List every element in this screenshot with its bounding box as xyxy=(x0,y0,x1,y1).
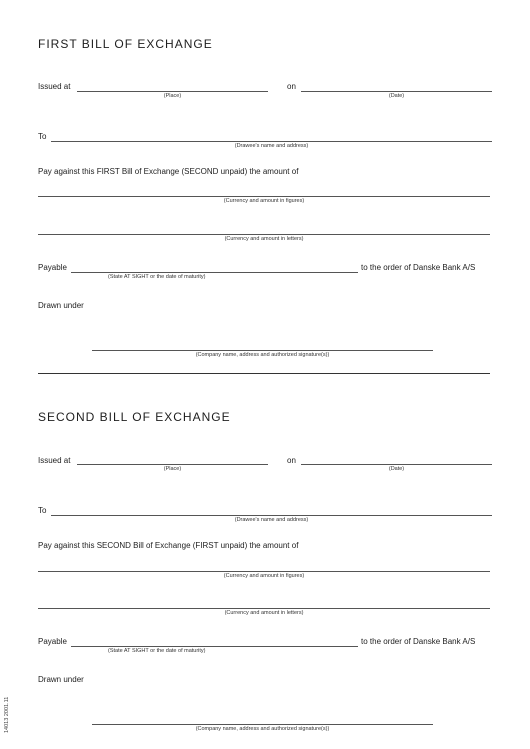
first-order-text: to the order of Danske Bank A/S xyxy=(361,263,476,272)
first-on-label: on xyxy=(287,82,296,91)
second-date-field[interactable] xyxy=(301,464,492,465)
second-signature-caption: (Company name, address and authorized signature(s)) xyxy=(195,726,330,732)
second-drawee-caption: (Drawee's name and address) xyxy=(234,517,309,523)
first-bill-title: FIRST BILL OF EXCHANGE xyxy=(38,37,213,51)
first-letters-field[interactable] xyxy=(38,234,490,235)
second-drawee-field[interactable] xyxy=(51,515,492,516)
first-signature-field[interactable] xyxy=(92,350,433,351)
first-date-field[interactable] xyxy=(301,91,492,92)
first-place-caption: (Place) xyxy=(163,93,182,99)
second-on-label: on xyxy=(287,456,296,465)
first-issued-label: Issued at xyxy=(38,82,71,91)
first-pay-text: Pay against this FIRST Bill of Exchange (SECOND unpaid) the amount of xyxy=(38,167,299,176)
second-maturity-field[interactable] xyxy=(71,646,358,647)
first-letters-caption: (Currency and amount in letters) xyxy=(224,236,304,242)
section-divider xyxy=(38,373,490,374)
second-date-caption: (Date) xyxy=(388,466,405,472)
second-order-text: to the order of Danske Bank A/S xyxy=(361,637,476,646)
first-signature-caption: (Company name, address and authorized signature(s)) xyxy=(195,352,330,358)
second-place-caption: (Place) xyxy=(163,466,182,472)
first-maturity-field[interactable] xyxy=(71,272,358,273)
second-letters-field[interactable] xyxy=(38,608,490,609)
second-letters-caption: (Currency and amount in letters) xyxy=(224,610,304,616)
second-figures-field[interactable] xyxy=(38,571,490,572)
second-to-label: To xyxy=(38,506,47,515)
first-figures-caption: (Currency and amount in figures) xyxy=(223,198,305,204)
second-figures-caption: (Currency and amount in figures) xyxy=(223,573,305,579)
second-pay-text: Pay against this SECOND Bill of Exchange (FIRST unpaid) the amount of xyxy=(38,541,299,550)
second-maturity-caption: (State AT SIGHT or the date of maturity) xyxy=(108,648,206,654)
first-date-caption: (Date) xyxy=(388,93,405,99)
second-issued-label: Issued at xyxy=(38,456,71,465)
first-payable-label: Payable xyxy=(38,263,67,272)
second-bill-title: SECOND BILL OF EXCHANGE xyxy=(38,410,231,424)
second-payable-label: Payable xyxy=(38,637,67,646)
first-place-field[interactable] xyxy=(77,91,268,92)
form-code: 14013 2001.11 xyxy=(4,696,10,733)
first-to-label: To xyxy=(38,132,47,141)
first-figures-field[interactable] xyxy=(38,196,490,197)
first-drawee-field[interactable] xyxy=(51,141,492,142)
second-drawn-label: Drawn under xyxy=(38,675,84,684)
first-drawee-caption: (Drawee's name and address) xyxy=(234,143,309,149)
first-drawn-label: Drawn under xyxy=(38,301,84,310)
second-signature-field[interactable] xyxy=(92,724,433,725)
first-maturity-caption: (State AT SIGHT or the date of maturity) xyxy=(108,274,206,280)
second-place-field[interactable] xyxy=(77,464,268,465)
